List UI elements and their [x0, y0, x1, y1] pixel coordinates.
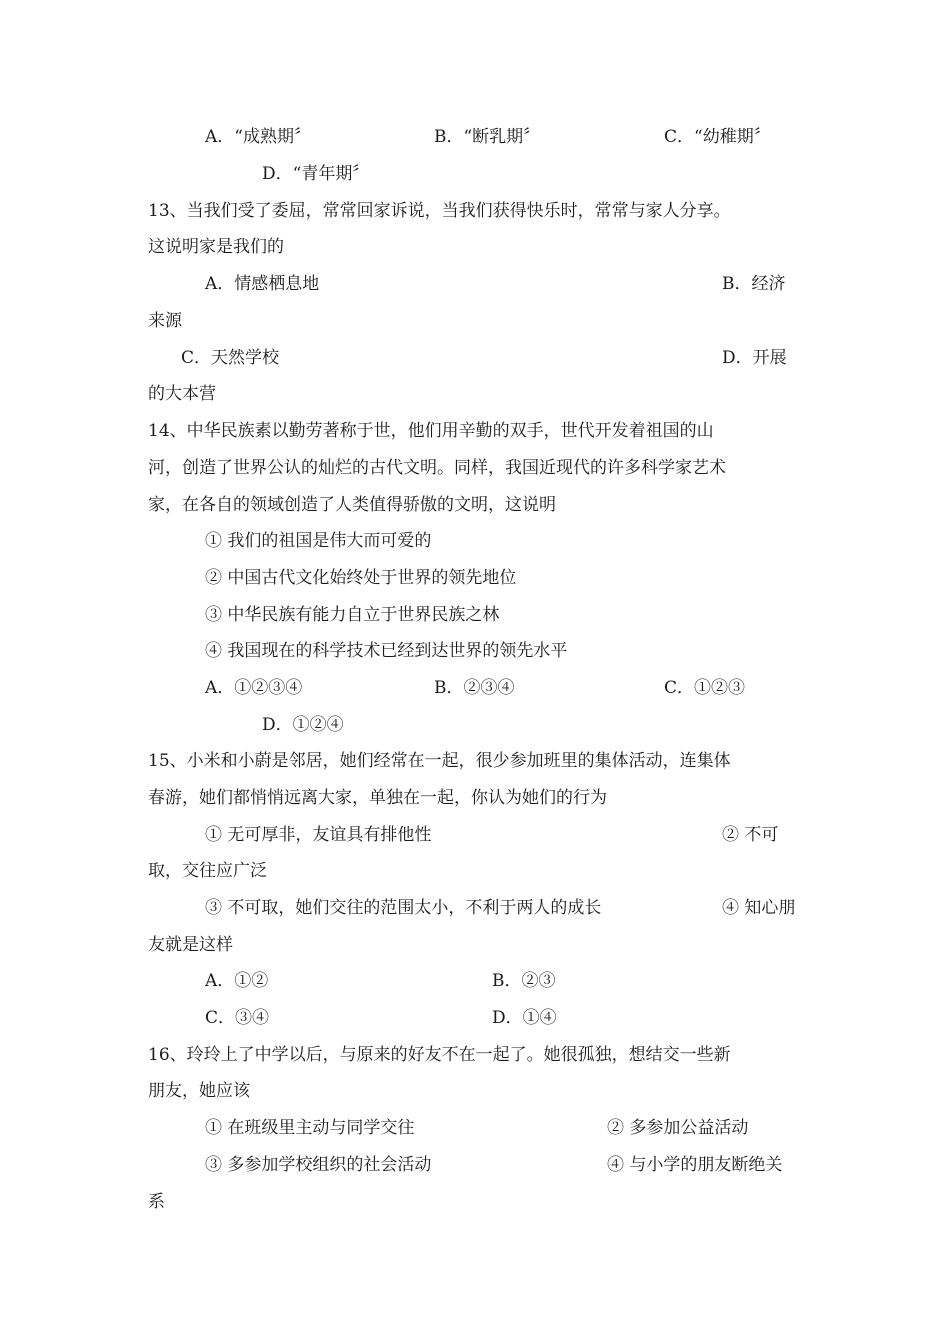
q14-option-d: D．①②④: [262, 715, 344, 735]
q14-option-a: A．①②③④: [205, 678, 303, 698]
q14-option-c: C．①②③: [664, 678, 746, 698]
q15-item-2: ② 不可: [722, 825, 779, 845]
q15-item-4: ④ 知心朋: [722, 898, 796, 918]
q13-option-d: D．开展: [722, 348, 787, 368]
q16-item-4: ④ 与小学的朋友断绝关: [607, 1155, 783, 1175]
q12-option-d: D．“青年期〞: [262, 164, 370, 184]
q14-item-3: ③ 中华民族有能力自立于世界民族之林: [205, 605, 500, 625]
q15-item-2-wrap: 取，交往应广泛: [148, 861, 267, 881]
q14-item-1: ① 我们的祖国是伟大而可爱的: [205, 531, 432, 551]
q16-stem-line1: 16、玲玲上了中学以后，与原来的好友不在一起了。她很孤独，想结交一些新: [148, 1045, 731, 1065]
q12-option-c: C．“幼稚期〞: [664, 127, 771, 147]
q14-stem-line3: 家，在各自的领域创造了人类值得骄傲的文明，这说明: [148, 495, 556, 515]
q16-item-3: ③ 多参加学校组织的社会活动: [205, 1155, 432, 1175]
q13-stem-line1: 13、当我们受了委屈，常常回家诉说，当我们获得快乐时，常常与家人分享。: [148, 201, 731, 221]
q13-option-b: B．经济: [722, 274, 786, 294]
q13-stem-line2: 这说明家是我们的: [148, 237, 284, 257]
q15-item-3: ③ 不可取，她们交往的范围太小，不利于两人的成长: [205, 898, 602, 918]
q16-item-2: ② 多参加公益活动: [607, 1118, 749, 1138]
q16-item-4-wrap: 系: [148, 1192, 165, 1212]
q13-option-d-wrap: 的大本营: [148, 384, 216, 404]
q13-option-c: C．天然学校: [181, 348, 280, 368]
q15-item-4-wrap: 友就是这样: [148, 935, 233, 955]
q14-stem-line2: 河，创造了世界公认的灿烂的古代文明。同样，我国近现代的许多科学家艺术: [148, 458, 726, 478]
q16-item-1: ① 在班级里主动与同学交往: [205, 1118, 415, 1138]
q15-stem-line2: 春游，她们都悄悄远离大家，单独在一起，你认为她们的行为: [148, 788, 607, 808]
q14-item-4: ④ 我国现在的科学技术已经到达世界的领先水平: [205, 641, 568, 661]
q15-stem-line1: 15、小米和小蔚是邻居，她们经常在一起，很少参加班里的集体活动，连集体: [148, 751, 731, 771]
q16-stem-line2: 朋友，她应该: [148, 1081, 250, 1101]
q13-option-a: A．情感栖息地: [205, 274, 320, 294]
q15-item-1: ① 无可厚非，友谊具有排他性: [205, 825, 432, 845]
q15-option-a: A．①②: [205, 971, 269, 991]
q13-option-b-wrap: 来源: [148, 311, 182, 331]
q15-option-b: B．②③: [492, 971, 556, 991]
q12-option-a: A．“成熟期〞: [205, 127, 311, 147]
q12-option-b: B．“断乳期〞: [434, 127, 541, 147]
q14-item-2: ② 中国古代文化始终处于世界的领先地位: [205, 568, 517, 588]
q15-option-d: D．①④: [492, 1008, 557, 1028]
q14-stem-line1: 14、中华民族素以勤劳著称于世，他们用辛勤的双手，世代开发着祖国的山: [148, 421, 714, 441]
q15-option-c: C．③④: [205, 1008, 270, 1028]
q14-option-b: B．②③④: [434, 678, 515, 698]
